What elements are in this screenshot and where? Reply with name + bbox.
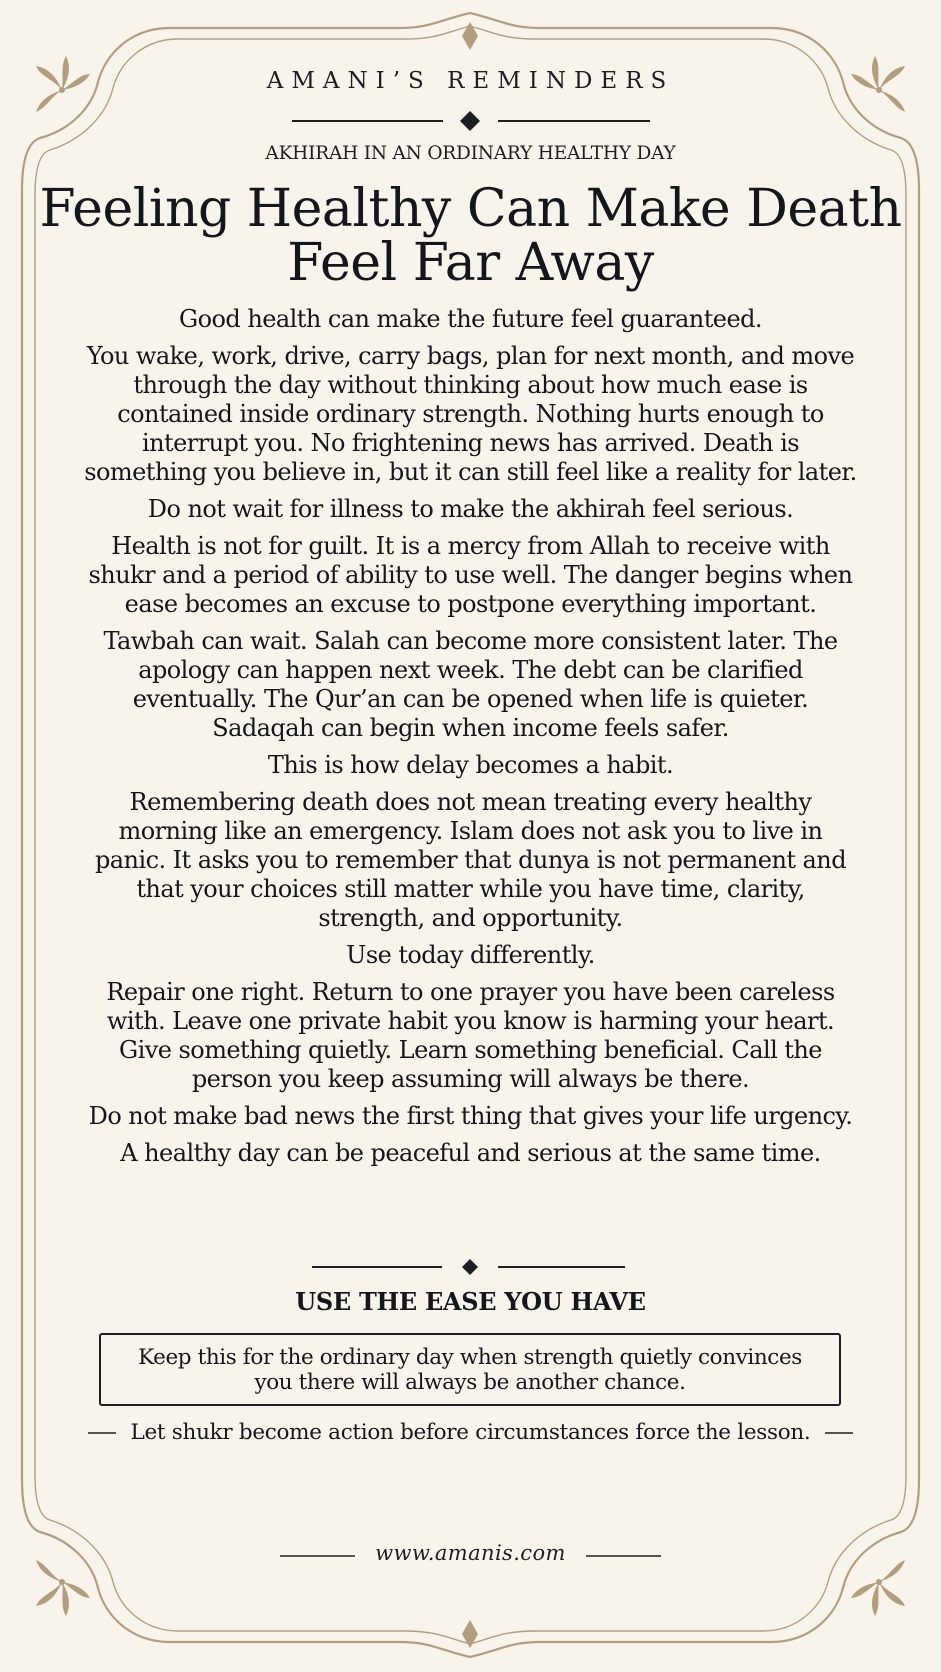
- page-kicker: AKHIRAH IN AN ORDINARY HEALTHY DAY: [265, 143, 676, 164]
- paragraph: Good health can make the future feel guaranteed.: [179, 305, 762, 333]
- note-box: [99, 1333, 841, 1406]
- paragraph: This is how delay becomes a habit.: [267, 751, 674, 779]
- website-link[interactable]: www.amanis.com: [375, 1541, 566, 1565]
- paragraph: Use today differently.: [346, 941, 595, 969]
- paragraph: A healthy day can be peaceful and serious at the same time.: [120, 1139, 821, 1167]
- paragraph: Remembering death does not mean treating every healthy morning like an emergency. Islam does not ask you to live in panic. It asks you to remember that dunya is not permanent and that your choices still matter while you have time, clarity, strength, and opportunity.: [94, 788, 847, 932]
- paragraph: Tawbah can wait. Salah can become more consistent later. The apology can happen next week. The debt can be clarified eventually. The Qur’an can be opened when life is quieter. Sadaqah can begin when income feels safer.: [103, 627, 838, 742]
- paragraph: Health is not for guilt. It is a mercy from Allah to receive with shukr and a period of ability to use well. The danger begins when ease becomes an excuse to postpone everything important.: [88, 532, 853, 618]
- note-text: Keep this for the ordinary day when strength quietly convinces you there will always be another chance.: [138, 1344, 802, 1395]
- section-divider: [312, 1259, 625, 1275]
- section-heading: USE THE EASE YOU HAVE: [295, 1287, 646, 1316]
- brand-divider: [292, 111, 650, 131]
- body-copy: [84, 305, 857, 1176]
- paragraph: Do not make bad news the first thing that gives your life urgency.: [88, 1102, 853, 1130]
- closing-line: Let shukr become action before circumstances force the lesson.: [130, 1420, 811, 1445]
- page-title: Feeling Healthy Can Make Death Feel Far Away: [39, 179, 902, 293]
- paragraph: Repair one right. Return to one prayer you have been careless with. Leave one private habit you know is harming your heart. Give something quietly. Learn something beneficial. Call the person you keep assuming will always be there.: [106, 978, 835, 1093]
- paragraph: Do not wait for illness to make the akhirah feel serious.: [147, 495, 794, 523]
- paragraph: You wake, work, drive, carry bags, plan for next month, and move through the day without thinking about how much ease is contained inside ordinary strength. Nothing hurts enough to interrupt you. No frightening news has arrived. Death is something you believe in, but it can still feel like a reality for later.: [84, 342, 857, 486]
- brand-name: AMANI’S REMINDERS: [266, 68, 675, 94]
